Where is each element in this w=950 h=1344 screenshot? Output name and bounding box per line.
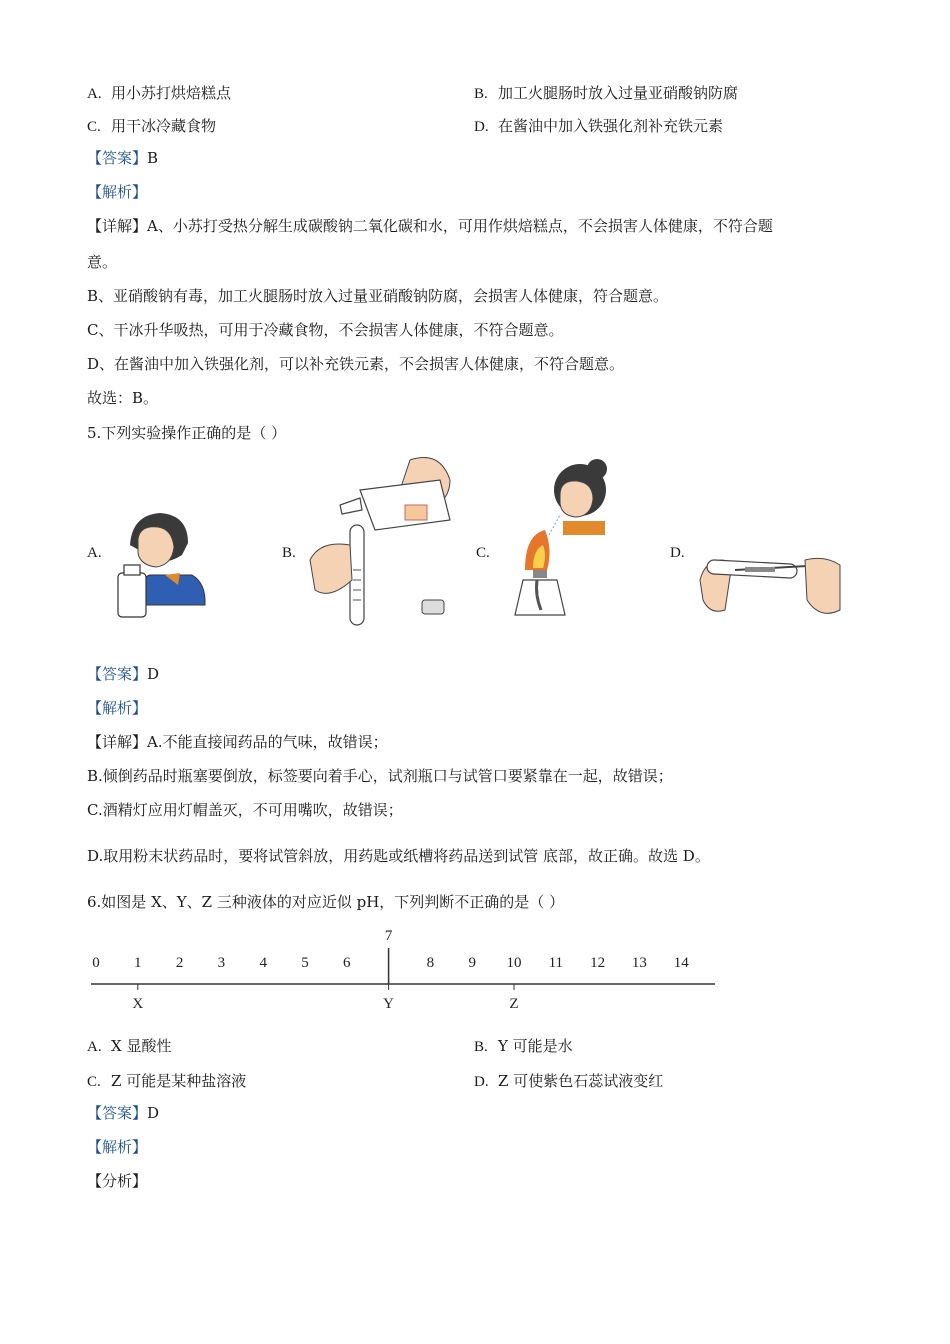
q4-option-d [474, 115, 723, 136]
option-text: 加工火腿肠时放入过量亚硝酸钠防腐 [498, 84, 739, 102]
q4-option-c [87, 115, 216, 136]
q6-option-b [474, 1035, 573, 1056]
q5-figure-label-a: A. [87, 545, 102, 561]
q6-analysis-tag: 【解析】 [87, 1138, 148, 1156]
ph-tick-label: 0 [92, 955, 100, 971]
ph-tick-label: 2 [175, 955, 184, 971]
answer-value: B [147, 149, 159, 167]
q5-detail-2: B.倾倒药品时瓶塞要倒放，标签要向着手心，试剂瓶口与试管口要紧靠在一起，故错误； [87, 767, 673, 785]
smelling-chemical-icon [110, 505, 210, 620]
ph-scale [85, 920, 725, 1020]
ph-tick-label: 3 [217, 955, 226, 971]
detail-tag: 【详解】 [87, 733, 148, 751]
option-letter: D. [474, 119, 489, 135]
option-text: 在酱油中加入铁强化剂补充铁元素 [498, 117, 724, 135]
ph-marker-label: X [132, 996, 144, 1012]
answer-value: D [147, 1104, 160, 1122]
blowing-lamp-icon [505, 455, 625, 625]
option-letter: B. [474, 1039, 488, 1055]
answer-tag: 【答案】 [87, 665, 148, 683]
answer-tag: 【答案】 [87, 1104, 148, 1122]
option-text: Y 可能是水 [498, 1037, 573, 1055]
option-letter: A. [87, 1039, 102, 1055]
ph-tick-label: 1 [134, 955, 142, 971]
q5-figure-label-d: D. [670, 545, 685, 561]
powder-into-tube-icon [695, 540, 845, 625]
answer-tag: 【答案】 [87, 149, 148, 167]
ph-tick-label: 4 [259, 955, 267, 971]
q5-question: 5.下列实验操作正确的是（ ） [87, 424, 287, 442]
q4-detail-2: B、亚硝酸钠有毒，加工火腿肠时放入过量亚硝酸钠防腐，会损害人体健康，符合题意。 [87, 287, 669, 305]
option-text: Z 可使紫色石蕊试液变红 [498, 1072, 664, 1090]
detail-text: A.不能直接闻药品的气味，故错误； [147, 733, 388, 751]
q4-conclusion: 故选：B。 [87, 389, 159, 407]
detail-tag: 【详解】 [87, 217, 148, 235]
q4-detail-1-cont: 意。 [87, 253, 118, 271]
ph-tick-label: 5 [301, 955, 309, 971]
ph-tick-label: 9 [468, 955, 476, 971]
option-letter: C. [87, 1074, 101, 1090]
q6-answer [87, 1103, 159, 1123]
q6-option-c [87, 1070, 246, 1091]
q5-figure-label-b: B. [282, 545, 296, 561]
ph-marker-label: Z [509, 996, 519, 1012]
q4-option-a [87, 82, 231, 103]
ph-tick-label: 11 [548, 955, 564, 971]
q4-detail-1 [87, 216, 773, 236]
q5-detail-1 [87, 732, 388, 752]
q6-analysis2-tag: 【分析】 [87, 1172, 148, 1190]
ph-tick-label: 6 [343, 955, 351, 971]
option-letter: C. [87, 119, 101, 135]
ph-tick-label: 13 [631, 955, 647, 971]
q6-option-a [87, 1035, 171, 1056]
answer-value: D [147, 665, 160, 683]
option-letter: B. [474, 86, 488, 102]
ph-marker-label: Y [383, 996, 395, 1012]
q5-answer [87, 664, 159, 684]
q6-question: 6.如图是 X、Y、Z 三种液体的对应近似 pH，下列判断不正确的是（ ） [87, 893, 565, 911]
q6-option-d [474, 1070, 663, 1091]
option-text: 用小苏打烘焙糕点 [111, 84, 232, 102]
q4-detail-4: D、在酱油中加入铁强化剂，可以补充铁元素，不会损害人体健康，不符合题意。 [87, 355, 625, 373]
ph-tick-label: 10 [506, 955, 522, 971]
q5-detail-3: C.酒精灯应用灯帽盖灭，不可用嘴吹，故错误； [87, 801, 403, 819]
ph-tick-label: 14 [673, 955, 689, 971]
option-text: X 显酸性 [111, 1037, 172, 1055]
pouring-liquid-icon [300, 450, 460, 630]
ph-tick-label: 12 [590, 955, 606, 971]
q4-detail-3: C、干冰升华吸热，可用于冷藏食物，不会损害人体健康，不符合题意。 [87, 321, 564, 339]
q4-analysis-tag: 【解析】 [87, 183, 148, 201]
ph-tick-label: 7 [384, 928, 393, 944]
option-letter: A. [87, 86, 102, 102]
q5-detail-4: D.取用粉末状药品时，要将试管斜放，用药匙或纸槽将药品送到试管 底部，故正确。故选 D。 [87, 847, 710, 865]
q5-analysis-tag: 【解析】 [87, 699, 148, 717]
q5-figure-label-c: C. [476, 545, 490, 561]
option-text: 用干冰冷藏食物 [111, 117, 217, 135]
q4-option-b [474, 82, 738, 103]
q4-answer [87, 148, 158, 168]
ph-tick-label: 8 [426, 955, 435, 971]
option-letter: D. [474, 1074, 489, 1090]
option-text: Z 可能是某种盐溶液 [111, 1072, 247, 1090]
detail-text: A、小苏打受热分解生成碳酸钠二氧化碳和水，可用作烘焙糕点，不会损害人体健康，不符合题 [147, 217, 773, 235]
